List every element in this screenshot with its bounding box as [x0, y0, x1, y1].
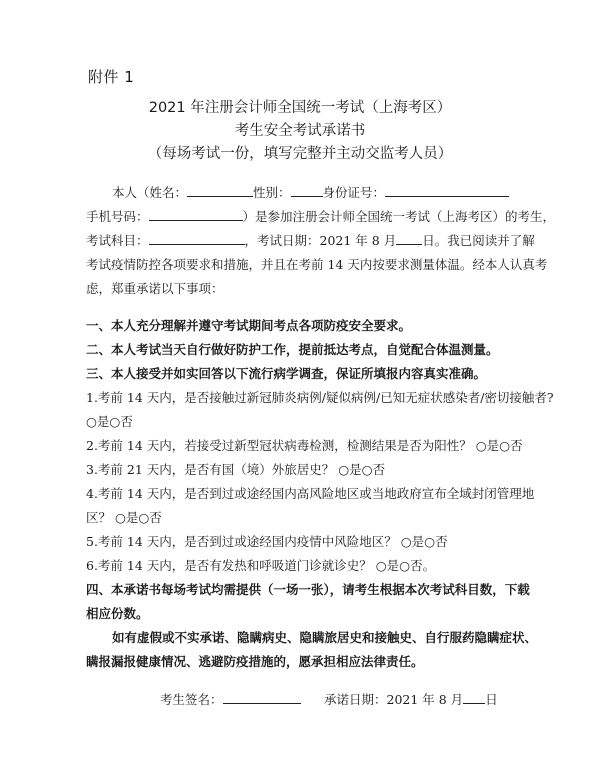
- question-1: 1.考前 14 天内，是否接触过新冠肺炎病例/疑似病例/已知无症状感染者/密切接触者?: [86, 390, 554, 405]
- question-4-options[interactable]: 区？ ○是○否: [86, 510, 162, 525]
- pledge-date-suffix: 日: [485, 692, 498, 707]
- question-4: 4.考前 14 天内，是否到过或途经国内高风险地区或当地政府宣布全域封闭管理地: [86, 486, 535, 501]
- info-line-subject: [86, 231, 535, 249]
- gender-field[interactable]: [291, 184, 323, 197]
- legal-pledge: 如有虚假或不实承诺、隐瞒病史、隐瞒旅居史和接触史、自行服药隐瞒症状、: [112, 630, 538, 645]
- commitment-3: 三、本人接受并如实回答以下流行病学调查，保证所填报内容真实准确。: [86, 366, 487, 381]
- pledge-date-label: 承诺日期：2021 年 8 月: [324, 692, 464, 707]
- question-1-options[interactable]: ○是○否: [86, 414, 133, 429]
- exam-date-label: ，考试日期：2021 年 8 月: [244, 233, 397, 248]
- document-title: 2021 年注册会计师全国统一考试（上海考区）: [148, 100, 452, 116]
- legal-pledge-cont: 瞒报漏报健康情况、逃避防疫措施的，愿承担相应法律责任。: [86, 654, 424, 669]
- document-instruction: （每场考试一份，填写完整并主动交监考人员）: [147, 146, 453, 162]
- name-field[interactable]: [187, 184, 253, 197]
- question-6[interactable]: 6.考前 14 天内，是否有发热和呼吸道门诊就诊史？ ○是○否。: [86, 558, 436, 573]
- name-label: 本人（姓名：: [112, 185, 188, 200]
- signature-label: 考生签名：: [160, 692, 223, 707]
- attachment-label: 附件 1: [88, 68, 135, 86]
- commitment-1: 一、本人充分理解并遵守考试期间考点各项防疫安全要求。: [86, 318, 412, 333]
- question-3[interactable]: 3.考前 21 天内，是否有国（境）外旅居史？ ○是○否: [86, 462, 386, 477]
- id-number-field[interactable]: [385, 184, 509, 197]
- commitment-4: 四、本承诺书每场考试均需提供（一场一张），请考生根据本次考试科目数，下载: [86, 582, 530, 597]
- phone-field[interactable]: [149, 208, 243, 221]
- info-line-phone: [86, 207, 555, 225]
- subject-label: 考试科目：: [86, 233, 149, 248]
- gender-label: 性别：: [253, 185, 291, 200]
- subject-field[interactable]: [149, 232, 245, 245]
- phone-label: 手机号码：: [86, 209, 149, 224]
- document-subtitle: 考生安全考试承诺书: [234, 123, 366, 139]
- info-line-name: [112, 183, 509, 201]
- signature-block: [160, 690, 301, 708]
- commitment-2: 二、本人考试当天自行做好防护工作，提前抵达考点，自觉配合体温测量。: [86, 342, 499, 357]
- info-line-5: 虑，郑重承诺以下事项：: [86, 281, 224, 296]
- pledge-date-block: [324, 690, 498, 708]
- pledge-day-field[interactable]: [463, 691, 485, 704]
- question-5[interactable]: 5.考前 14 天内，是否到过或途经国内疫情中风险地区？ ○是○否: [86, 534, 448, 549]
- signature-field[interactable]: [223, 691, 301, 704]
- exam-day-field[interactable]: [396, 232, 422, 245]
- question-2[interactable]: 2.考前 14 天内，若接受过新型冠状病毒检测，检测结果是否为阳性？ ○是○否: [86, 438, 523, 453]
- id-label: 身份证号：: [322, 185, 386, 200]
- commitment-4-cont: 相应份数。: [86, 606, 149, 621]
- read-statement: 日。我已阅读并了解: [422, 233, 535, 248]
- phone-suffix: ）是参加注册会计师全国统一考试（上海考区）的考生，: [242, 209, 556, 224]
- info-line-4: 考试疫情防控各项要求和措施，并且在考前 14 天内按要求测量体温。经本人认真考: [86, 257, 548, 272]
